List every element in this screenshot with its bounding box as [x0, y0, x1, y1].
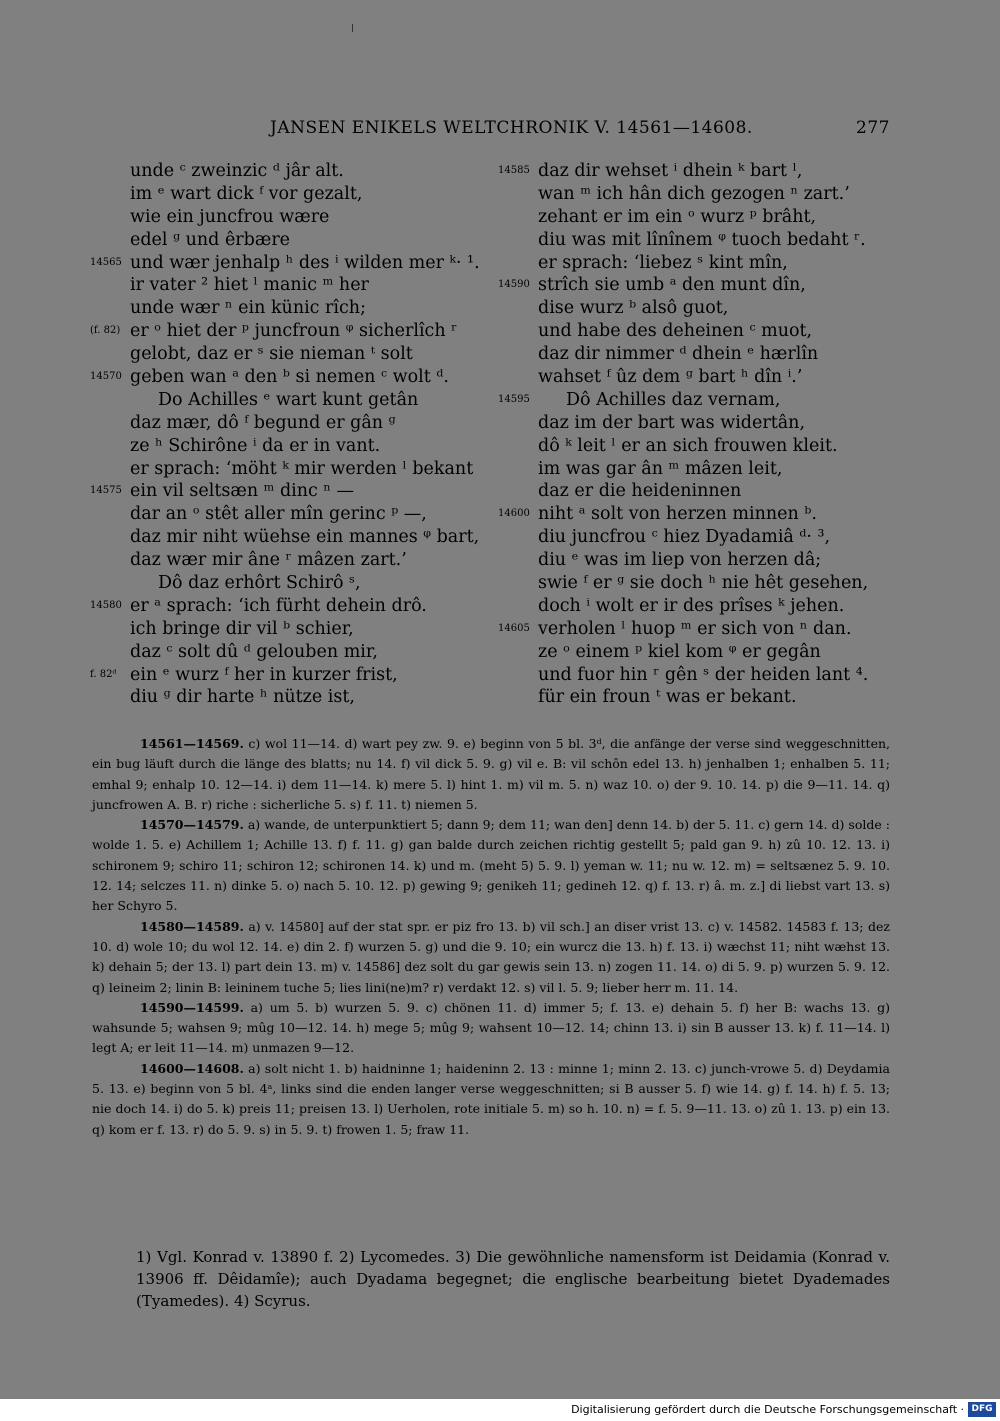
verse-line — [498, 412, 898, 435]
verse-line — [90, 183, 480, 206]
verse-line — [90, 435, 480, 458]
verse-line — [498, 389, 898, 412]
verse-text: ze ʰ Schirône ⁱ da er in vant. — [130, 435, 381, 456]
line-number: 14600 — [498, 508, 530, 520]
verse-text: ich bringe dir vil ᵇ schier, — [130, 618, 354, 639]
verse-line — [498, 549, 898, 572]
verse-text: wan ᵐ ich hân dich gezogen ⁿ zart.’ — [538, 183, 850, 204]
footer-bar — [0, 1399, 1000, 1421]
verse-line — [498, 435, 898, 458]
verse-text: edel ᵍ und êrbære — [130, 229, 291, 250]
verse-text: diu ᵍ dir harte ʰ nütze ist, — [130, 687, 355, 708]
apparatus-range: 14590—14599. — [140, 999, 244, 1015]
verse-text: Do Achilles ᵉ wart kunt getân — [158, 389, 419, 410]
line-number: 14595 — [498, 393, 530, 405]
verse-text: er ᵃ sprach: ‘ich fürht dehein drô. — [130, 595, 427, 616]
verse-line — [90, 343, 480, 366]
verse-line — [498, 618, 898, 641]
verse-line — [90, 595, 480, 618]
verse-line — [90, 664, 480, 687]
verse-line — [498, 664, 898, 687]
verse-column-left — [90, 160, 480, 709]
verse-text: diu ᵉ was im liep von herzen dâ; — [538, 550, 822, 571]
apparatus-entry — [92, 1059, 890, 1140]
verse-text: Dô Achilles daz vernam, — [566, 389, 781, 410]
line-number: 14605 — [498, 622, 530, 634]
verse-text: geben wan ᵃ den ᵇ si nemen ᶜ wolt ᵈ. — [130, 367, 449, 388]
verse-text: er ᵒ hiet der ᵖ juncfroun ᵠ sicherlîch ʳ — [130, 321, 458, 342]
apparatus-text: c) wol 11—14. d) wart pey zw. 9. e) beginn von 5 bl. 3ᵈ, die anfänge der verse sind weggeschnitten, ein bug läuft durch die länge des blatts; nu 14. f) vil dick 5. 9. g) vil e. B: vil schôn edel 13. h) jenhalben 1; enhalben 5. 11; emhal 9; enhalp 10. 12—14. i) dem 11—14. k) mere 5. l) hint 1. m) vil m. 5. n) waz 10. o) der 9. 10. 14. p) die 9—11. 14. q) juncfrowen A. B. r) riche : sicherliche 5. s) f. 11. t) niemen 5. — [92, 736, 890, 812]
verse-line — [90, 229, 480, 252]
verse-line — [90, 526, 480, 549]
verse-line — [90, 366, 480, 389]
apparatus-range: 14600—14608. — [140, 1060, 244, 1076]
verse-text: er sprach: ‘liebez ˢ kint mîn, — [538, 252, 788, 273]
verse-line — [90, 503, 480, 526]
page-header-title: JANSEN ENIKELS WELTCHRONIK V. 14561—14608. — [270, 118, 753, 138]
verse-text: dise wurz ᵇ alsô guot, — [538, 298, 729, 319]
verse-text: daz er die heideninnen — [538, 481, 742, 502]
verse-text: daz dir wehset ⁱ dhein ᵏ bart ˡ, — [538, 161, 803, 181]
verse-line — [90, 549, 480, 572]
apparatus-range: 14580—14589. — [140, 918, 244, 934]
scan-mark — [352, 24, 353, 32]
verse-text: diu juncfrou ᶜ hiez Dyadamiâ ᵈ· ³, — [538, 527, 831, 548]
apparatus-text: a) solt nicht 1. b) haidninne 1; haideninn 2. 13 : minne 1; minn 2. 13. c) junch-vrowe 5. d) Deydamia 5. 13. e) beginn von 5 bl. 4ᵃ, links sind die enden langer verse weggeschnitten; si B ausser 5. f) wie 14. g) f. 14. h) f. 5. 13; nie doch 14. i) do 5. k) preis 11; preisen 13. l) Uerholen, rote initiale 5. m) so h. 10. n) = f. 5. 9—11. 13. o) zû 1. 13. p) ein 13. q) kom er f. 13. r) do 5. 9. s) in 5. 9. t) frowen 1. 5; fraw 11. — [92, 1060, 890, 1137]
verse-text: daz im der bart was widertân, — [538, 412, 806, 433]
apparatus-range: 14570—14579. — [140, 817, 244, 833]
apparatus-entry — [92, 998, 890, 1059]
verse-text: diu was mit lînînem ᵠ tuoch bedaht ʳ. — [538, 229, 866, 250]
verse-text: im ᵉ wart dick ᶠ vor gezalt, — [130, 183, 363, 204]
verse-text: ze ᵒ einem ᵖ kiel kom ᵠ er gegân — [538, 641, 821, 662]
verse-line — [498, 252, 898, 275]
verse-line — [90, 572, 480, 595]
verse-line — [498, 297, 898, 320]
verse-line — [90, 458, 480, 481]
verse-line — [90, 412, 480, 435]
apparatus-text: a) v. 14580] auf der stat spr. er piz fro 13. b) vil sch.] an diser vrist 13. c) v. 14582. 14583 f. 13; dez 10. d) wole 10; du wol 12. 14. e) din 2. f) wurzen 5. g) und die 9. 10; ein wurcz die 13. h) f. 13. i) wæchst 11; niht wæhst 13. k) dehain 5; der 13. l) part dein 13. m) v. 14586] dez solt du gar gewis sein 13. n) zogen 11. 14. o) di 5. 9. p) wurzen 5. 9. 12. q) leineim 2; linin B: leininem tuche 5; lies lini(ne)m? r) verdakt 12. s) vil l. 5. 9; lieber herr m. 11. 14. — [92, 918, 890, 995]
verse-line — [90, 686, 480, 709]
line-number: 14580 — [90, 599, 122, 611]
verse-text: strîch sie umb ᵃ den munt dîn, — [538, 275, 806, 296]
verse-text: ein vil seltsæn ᵐ dinc ⁿ — — [130, 481, 355, 502]
verse-line — [90, 641, 480, 664]
verse-line — [498, 206, 898, 229]
verse-text: daz mir niht wüehse ein mannes ᵠ bart, — [130, 527, 480, 548]
verse-line — [498, 160, 898, 183]
verse-text: niht ᵃ solt von herzen minnen ᵇ. — [538, 504, 817, 525]
verse-text: daz dir nimmer ᵈ dhein ᵉ hærlîn — [538, 344, 819, 365]
verse-line — [498, 458, 898, 481]
verse-line — [90, 160, 480, 183]
verse-line — [498, 641, 898, 664]
verse-text: und wær jenhalp ʰ des ⁱ wilden mer ᵏ· ¹. — [130, 252, 480, 273]
apparatus-text: a) wande, de unterpunktiert 5; dann 9; dem 11; wan den] denn 14. b) der 5. 11. c) gern 14. d) solde : wolde 1. 5. e) Achillem 1; Achille 13. f) f. 11. g) gan balde durch zeichen richtig gestellt 5; pald gan 9. h) zû 10. 12. 13. i) schironem 9; schiro 11; schiron 12; schironen 14. k) und m. (meht 5) 5. 9. l) yeman w. 11; nu w. 12. m) = seltsænez 5. 9. 10. 12. 14; selczes 11. n) dinke 5. o) nach 5. 10. 12. p) gewing 9; genikeh 11; gedineh 12. q) f. 13. r) â. m. z.] di liebst vart 13. s) her Schyro 5. — [92, 817, 890, 914]
verse-line — [498, 229, 898, 252]
verse-line — [498, 183, 898, 206]
verse-text: unde wær ⁿ ein künic rîch; — [130, 298, 366, 319]
verse-line — [90, 252, 480, 275]
line-number: 14590 — [498, 279, 530, 291]
verse-line — [498, 274, 898, 297]
verse-text: unde ᶜ zweinzic ᵈ jâr alt. — [130, 161, 344, 181]
verse-text: wahset ᶠ ûz dem ᵍ bart ʰ dîn ⁱ.’ — [538, 367, 803, 388]
verse-text: swie ᶠ er ᵍ sie doch ʰ nie hêt gesehen, — [538, 573, 869, 594]
apparatus-range: 14561—14569. — [140, 736, 244, 751]
verse-text: zehant er im ein ᵒ wurz ᵖ brâht, — [538, 206, 817, 227]
verse-text: er sprach: ‘möht ᵏ mir werden ˡ bekant — [130, 458, 474, 479]
verse-line — [498, 595, 898, 618]
line-number: 14565 — [90, 256, 122, 268]
verse-line — [498, 526, 898, 549]
verse-text: daz mær, dô ᶠ begund er gân ᵍ — [130, 412, 396, 433]
apparatus-entry — [92, 815, 890, 916]
line-number: (f. 82) — [90, 325, 121, 337]
verse-line — [498, 343, 898, 366]
verse-line — [498, 686, 898, 709]
verse-line — [90, 389, 480, 412]
verse-line — [90, 618, 480, 641]
verse-text: und fuor hin ʳ gên ˢ der heiden lant ⁴. — [538, 664, 869, 685]
verse-text: für ein froun ᵗ was er bekant. — [538, 687, 797, 708]
verse-line — [90, 320, 480, 343]
verse-text: Dô daz erhôrt Schirô ˢ, — [158, 573, 361, 594]
verse-text: im was gar ân ᵐ mâzen leit, — [538, 458, 783, 479]
verse-line — [498, 366, 898, 389]
verse-text: dô ᵏ leit ˡ er an sich frouwen kleit. — [538, 435, 838, 456]
verse-text: verholen ˡ huop ᵐ er sich von ⁿ dan. — [538, 618, 852, 639]
dfg-logo: DFG — [968, 1402, 996, 1417]
line-number: 14585 — [498, 165, 530, 176]
critical-apparatus — [92, 734, 890, 1140]
verse-line — [498, 320, 898, 343]
verse-line — [498, 572, 898, 595]
verse-text: gelobt, daz er ˢ sie nieman ᵗ solt — [130, 344, 413, 365]
verse-text: ir vater ² hiet ˡ manic ᵐ her — [130, 275, 369, 296]
page-number: 277 — [856, 118, 890, 138]
apparatus-entry — [92, 734, 890, 815]
line-number: 14570 — [90, 371, 122, 383]
line-number: 14575 — [90, 485, 122, 497]
verse-text: doch ⁱ wolt er ir des prîses ᵏ jehen. — [538, 595, 845, 616]
verse-text: daz ᶜ solt dû ᵈ gelouben mir, — [130, 641, 378, 662]
verse-line — [498, 503, 898, 526]
footnote-text: 1) Vgl. Konrad v. 13890 f. 2) Lycomedes. 3) Die gewöhnliche namensform ist Deidamia (Konrad v. 13906 ff. Dêidamîe); auch Dyadama begegnet; die englische bearbeitung bietet Dyademades (Tyamedes). 4) Scyrus. — [136, 1248, 890, 1310]
verse-line — [90, 480, 480, 503]
footnotes — [92, 1246, 890, 1312]
verse-column-right — [498, 160, 898, 709]
verse-text: und habe des deheinen ᶜ muot, — [538, 321, 813, 342]
verse-line — [90, 274, 480, 297]
apparatus-entry — [92, 917, 890, 998]
verse-text: dar an ᵒ stêt aller mîn gerinc ᵖ —, — [130, 504, 427, 525]
verse-text: ein ᵉ wurz ᶠ her in kurzer frist, — [130, 664, 398, 685]
verse-text: daz wær mir âne ʳ mâzen zart.’ — [130, 550, 407, 571]
verse-line — [90, 297, 480, 320]
line-number: f. 82ᵈ — [90, 668, 117, 680]
verse-line — [498, 480, 898, 503]
footer-credit: Digitalisierung gefördert durch die Deutsche Forschungsgemeinschaft · — [571, 1403, 964, 1416]
verse-text: wie ein juncfrou wære — [130, 206, 330, 227]
verse-line — [90, 206, 480, 229]
apparatus-text: a) um 5. b) wurzen 5. 9. c) chönen 11. d) immer 5; f. 13. e) dehain 5. f) her B: wachs 13. g) wahsunde 5; wahsen 9; mûg 10—12. 14. h) mege 5; mûg 9; wahsent 10—12. 14; chinn 13. i) sin B ausser 13. k) f. 11—14. l) legt A; er leit 11—14. m) unmazen 9—12. — [92, 999, 890, 1056]
